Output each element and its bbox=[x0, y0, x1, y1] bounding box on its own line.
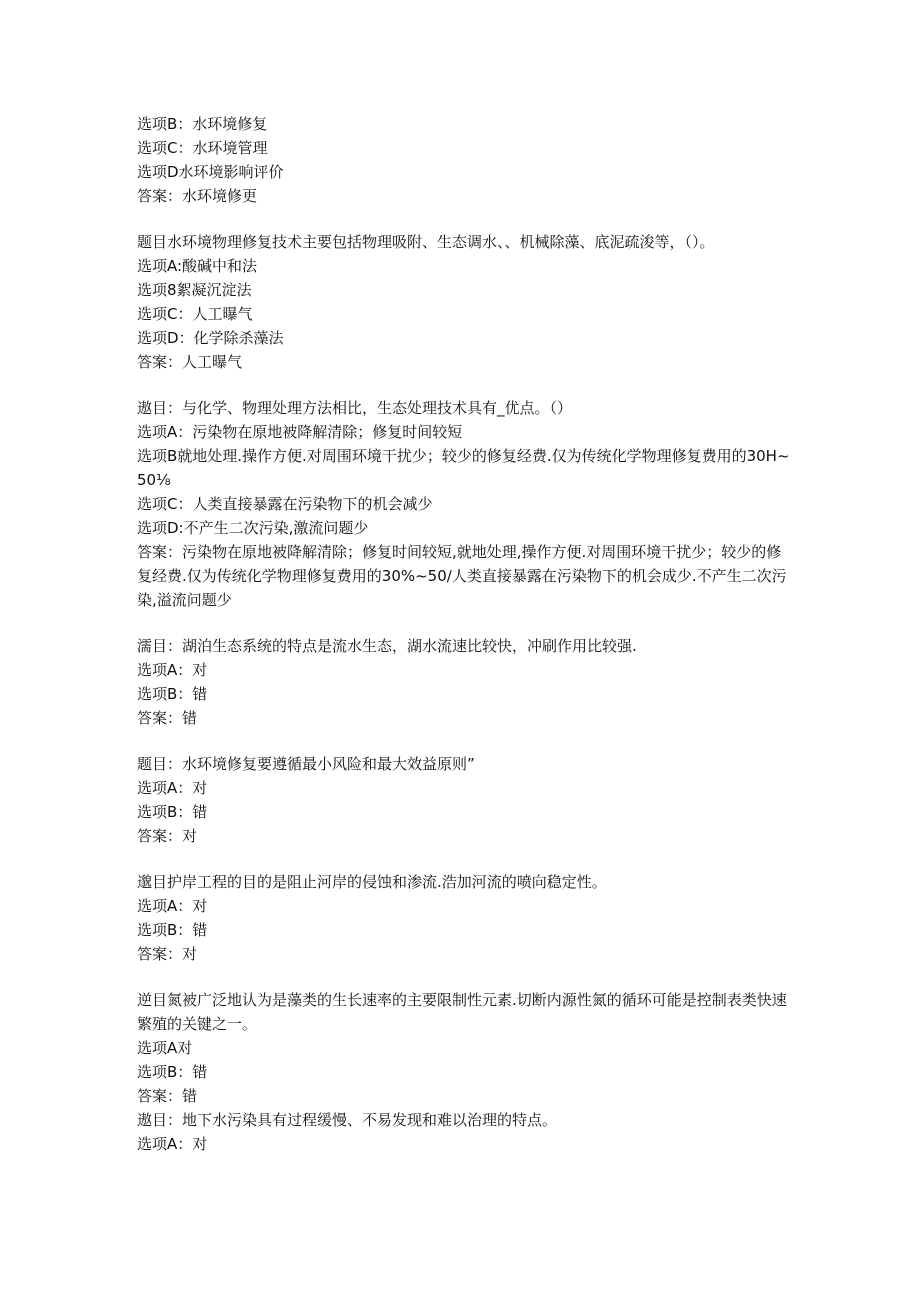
text-line: 选项A：对 bbox=[137, 1135, 208, 1153]
text-line: 答案：错 bbox=[137, 709, 198, 727]
question-block bbox=[137, 870, 790, 966]
text-line: 选项A：对 bbox=[137, 779, 208, 797]
text-line: 选项B：水环境修复 bbox=[137, 115, 268, 133]
text-line: 遨目：地下水污染具有过程缓慢、不易发现和难以治理的特点。 bbox=[137, 1111, 558, 1129]
text-line: 选项8絮凝沉淀法 bbox=[137, 281, 252, 299]
block-spacer bbox=[137, 966, 790, 988]
text-line: 答案：人工曝气 bbox=[137, 353, 243, 371]
block-spacer bbox=[137, 848, 790, 870]
text-line: 选项B：错 bbox=[137, 803, 208, 821]
text-line: 邈目护岸工程的目的是阻止河岸的侵蚀和渗流.浩加河流的喷向稳定性。 bbox=[137, 873, 607, 891]
text-line: 遨目：与化学、物理处理方法相比，生态处理技术具有_优点。（） bbox=[137, 399, 573, 417]
question-block bbox=[137, 752, 790, 848]
text-line: 选项A:酸碱中和法 bbox=[137, 257, 258, 275]
text-line: 选项C：人工曝气 bbox=[137, 305, 253, 323]
question-block bbox=[137, 396, 790, 612]
text-line: 选项B：错 bbox=[137, 1063, 208, 1081]
block-spacer bbox=[137, 612, 790, 634]
text-line: 题目：水环境修复要遵循最小风险和最大效益原则” bbox=[137, 755, 475, 773]
text-line: 答案：对 bbox=[137, 945, 198, 963]
text-line: 选项A：污染物在原地被降解清除；修复时间较短 bbox=[137, 423, 463, 441]
text-line: 选项A：对 bbox=[137, 897, 208, 915]
text-line: 选项B就地处理.操作方便.对周围环境干扰少；较少的修复经费.仅为传统化学物理修复费用的30H~50⅛ bbox=[137, 447, 790, 489]
question-block bbox=[137, 112, 790, 208]
question-block bbox=[137, 634, 790, 730]
text-line: 濡目：湖泊生态系统的特点是流水生态，湖水流速比较快，冲刷作用比较强. bbox=[137, 637, 637, 655]
text-line: 选项D水环境影响评价 bbox=[137, 163, 284, 181]
block-spacer bbox=[137, 208, 790, 230]
text-line: 答案：污染物在原地被降解清除；修复时间较短,就地处理,操作方便.对周围环境干扰少；较少的修复经费.仅为传统化学物理修复费用的30%~50∕人类直接暴露在污染物下的机会成少.不产生二次污染,溢流问题少 bbox=[137, 543, 787, 609]
question-block bbox=[137, 230, 790, 374]
text-line: 选项A：对 bbox=[137, 661, 208, 679]
text-line: 题目水环境物理修复技术主要包括物理吸附、生态调水、、机械除藻、底泥疏浚等，（）。 bbox=[137, 233, 715, 251]
text-line: 逆目氮被广泛地认为是藻类的生长速率的主要限制性元素.切断内源性氮的循环可能是控制表类快速繁殖的关键之一。 bbox=[137, 991, 787, 1033]
text-line: 选项B：错 bbox=[137, 921, 208, 939]
block-spacer bbox=[137, 730, 790, 752]
text-line: 选项C：水环境管理 bbox=[137, 139, 268, 157]
block-spacer bbox=[137, 374, 790, 396]
text-line: 选项C：人类直接暴露在污染物下的机会减少 bbox=[137, 495, 433, 513]
text-line: 选项D:不产生二次污染,激流问题少 bbox=[137, 519, 369, 537]
text-line: 选项A对 bbox=[137, 1039, 193, 1057]
text-line: 选项B：错 bbox=[137, 685, 208, 703]
question-block bbox=[137, 988, 790, 1156]
text-line: 答案：对 bbox=[137, 827, 198, 845]
text-line: 答案：水环境修更 bbox=[137, 187, 258, 205]
text-line: 答案：错 bbox=[137, 1087, 198, 1105]
text-line: 选项D：化学除杀藻法 bbox=[137, 329, 284, 347]
